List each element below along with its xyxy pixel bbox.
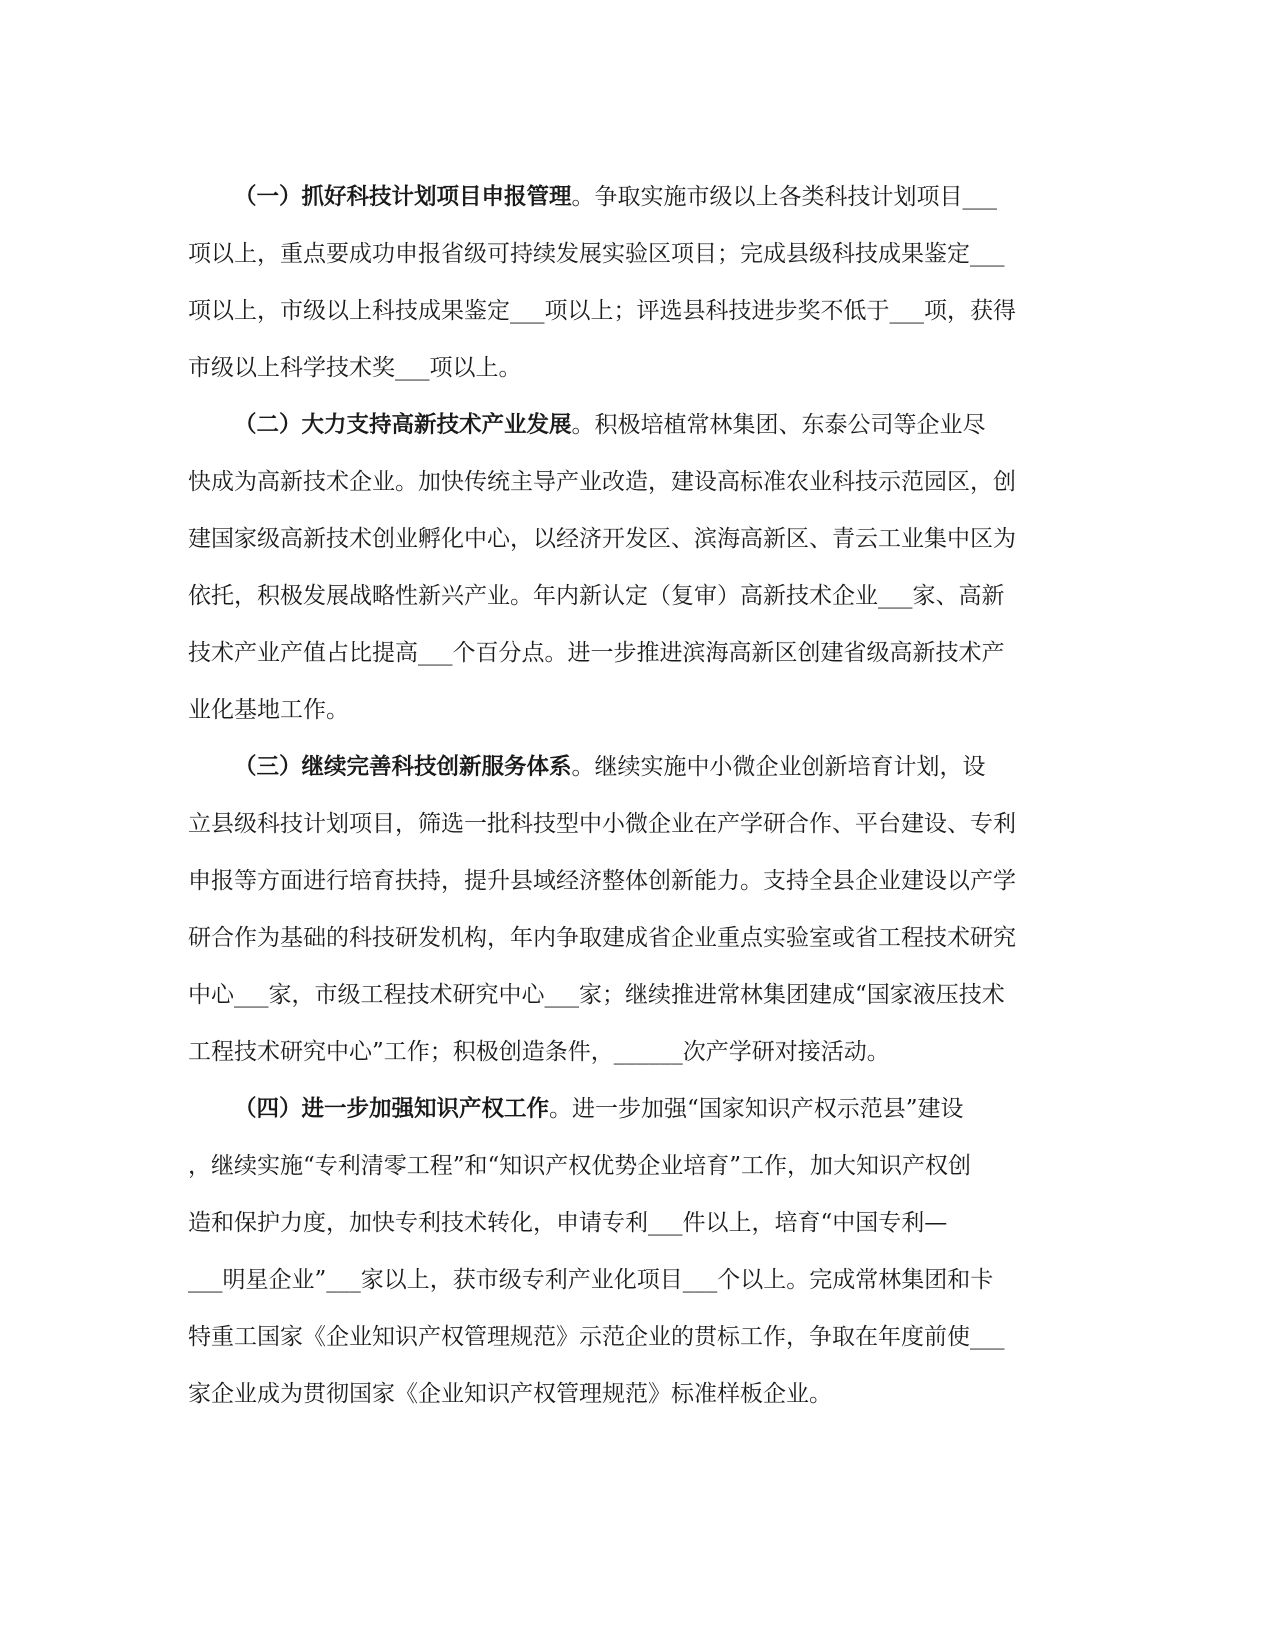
paragraph-1-text: 。争取实施市级以上各类科技计划项目___ [571, 184, 998, 210]
paragraph-2-line-5: 技术产业产值占比提高___个百分点。进一步推进滨海高新区创建省级高新技术产 [188, 640, 1005, 666]
paragraph-4-line-3: 造和保护力度，加快专利技术转化，申请专利___件以上，培育“中国专利— [188, 1210, 948, 1236]
paragraph-4-text: 。进一步加强“国家知识产权示范县”建设 [549, 1096, 964, 1122]
paragraph-3-text: 。继续实施中小微企业创新培育计划，设 [571, 754, 986, 780]
paragraph-3-line-3: 申报等方面进行培育扶持，提升县域经济整体创新能力。支持全县企业建设以产学 [188, 868, 1016, 894]
paragraph-2-heading: （二）大力支持高新技术产业发展 [234, 412, 572, 438]
paragraph-4-line-2: ，继续实施“专利清零工程”和“知识产权优势企业培育”工作，加大知识产权创 [188, 1153, 972, 1179]
paragraph-3-line-2: 立县级科技计划项目，筛选一批科技型中小微企业在产学研合作、平台建设、专利 [188, 811, 1016, 837]
paragraph-3-line-5: 中心___家，市级工程技术研究中心___家；继续推进常林集团建成“国家液压技术 [188, 982, 1005, 1008]
paragraph-4-line-1 [188, 1082, 1088, 1139]
paragraph-4-line-5: 特重工国家《企业知识产权管理规范》示范企业的贯标工作，争取在年度前使___ [188, 1324, 1005, 1350]
paragraph-3-heading: （三）继续完善科技创新服务体系 [234, 754, 572, 780]
paragraph-4-line-4: ___明星企业”___家以上，获市级专利产业化项目___个以上。完成常林集团和卡 [188, 1267, 994, 1293]
paragraph-2-text: 。积极培植常林集团、东泰公司等企业尽 [571, 412, 986, 438]
paragraph-3-line-6: 工程技术研究中心”工作；积极创造条件，______次产学研对接活动。 [188, 1039, 890, 1065]
paragraph-2-line-6: 业化基地工作。 [188, 697, 349, 723]
paragraph-1-line-2: 项以上，重点要成功申报省级可持续发展实验区项目；完成县级科技成果鉴定___ [188, 241, 1005, 267]
paragraph-2-line-4: 依托，积极发展战略性新兴产业。年内新认定（复审）高新技术企业___家、高新 [188, 583, 1005, 609]
paragraph-1-line-3: 项以上，市级以上科技成果鉴定___项以上；评选县科技进步奖不低于___项，获得 [188, 298, 1016, 324]
paragraph-3-line-4: 研合作为基础的科技研发机构，年内争取建成省企业重点实验室或省工程技术研究 [188, 925, 1016, 951]
paragraph-4-line-6: 家企业成为贯彻国家《企业知识产权管理规范》标准样板企业。 [188, 1381, 832, 1407]
paragraph-4-heading: （四）进一步加强知识产权工作 [234, 1096, 550, 1122]
paragraph-1-line-1 [188, 170, 1088, 227]
paragraph-2-line-2: 快成为高新技术企业。加快传统主导产业改造，建设高标准农业科技示范园区，创 [188, 469, 1016, 495]
paragraph-1-heading: （一）抓好科技计划项目申报管理 [234, 184, 572, 210]
paragraph-2-line-1 [188, 398, 1088, 455]
paragraph-1-line-4: 市级以上科学技术奖___项以上。 [188, 355, 522, 381]
paragraph-2-line-3: 建国家级高新技术创业孵化中心，以经济开发区、滨海高新区、青云工业集中区为 [188, 526, 1016, 552]
paragraph-3-line-1 [188, 740, 1088, 797]
document-body [188, 170, 1088, 1424]
